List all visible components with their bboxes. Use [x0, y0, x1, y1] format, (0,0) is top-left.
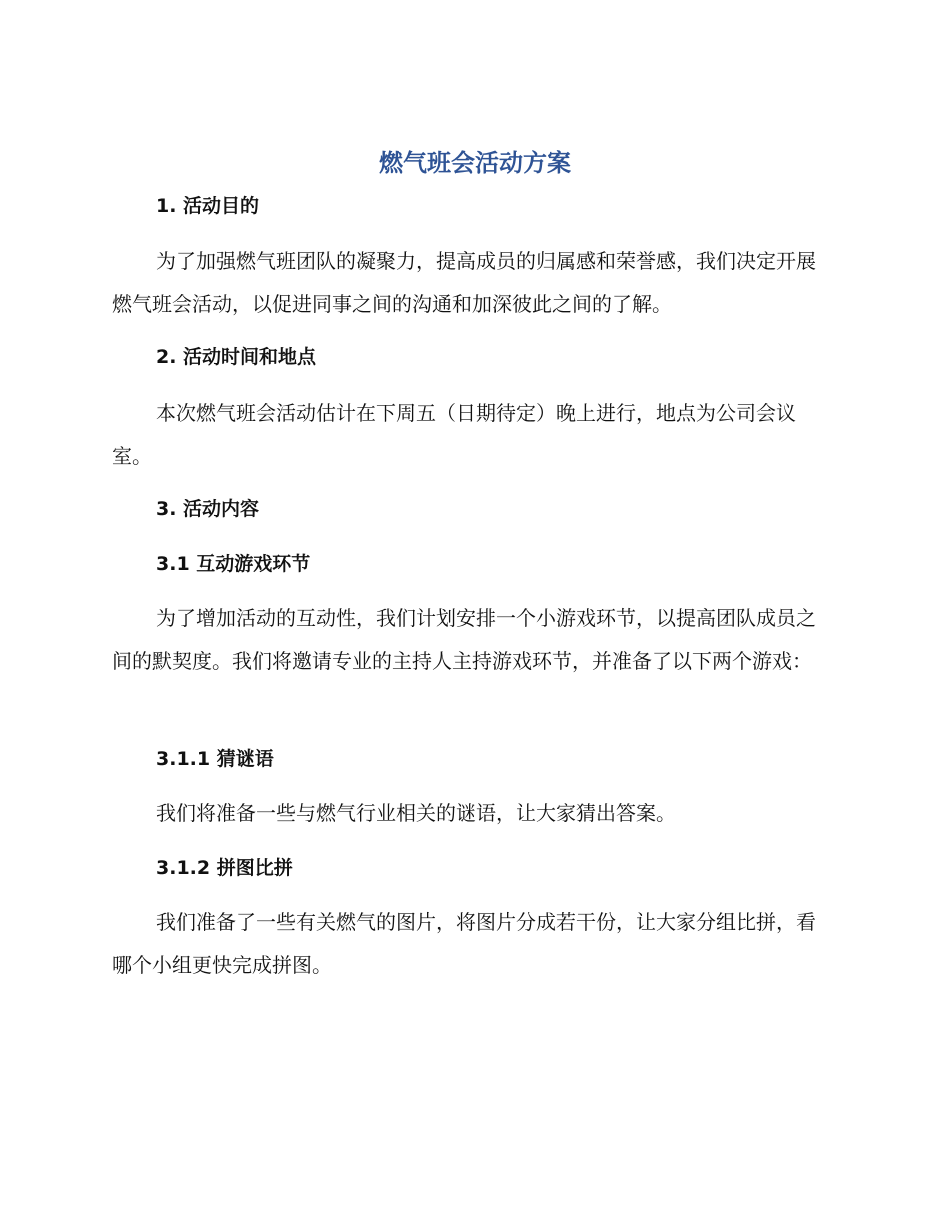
section-paragraph-riddles: 我们将准备一些与燃气行业相关的谜语，让大家猜出答案。: [156, 801, 676, 825]
section-paragraph-puzzle: 我们准备了一些有关燃气的图片，将图片分成若干份，让大家分组比拼，看哪个小组更快完成拼图。: [112, 910, 816, 977]
section-heading-purpose: 1. 活动目的: [156, 195, 260, 217]
document-title: 燃气班会活动方案: [379, 149, 571, 177]
section-heading-content: 3. 活动内容: [156, 498, 260, 520]
section-heading-riddles: 3.1.1 猜谜语: [156, 748, 274, 770]
section-heading-time-place: 2. 活动时间和地点: [156, 346, 317, 368]
section-paragraph-interactive-games: 为了增加活动的互动性，我们计划安排一个小游戏环节，以提高团队成员之间的默契度。我们将邀请专业的主持人主持游戏环节，并准备了以下两个游戏：: [112, 606, 816, 673]
section-heading-interactive-games: 3.1 互动游戏环节: [156, 553, 311, 575]
section-paragraph-purpose: 为了加强燃气班团队的凝聚力，提高成员的归属感和荣誉感，我们决定开展燃气班会活动，以促进同事之间的沟通和加深彼此之间的了解。: [112, 249, 816, 316]
section-paragraph-time-place: 本次燃气班会活动估计在下周五（日期待定）晚上进行，地点为公司会议室。: [112, 401, 796, 468]
section-heading-puzzle: 3.1.2 拼图比拼: [156, 857, 293, 879]
